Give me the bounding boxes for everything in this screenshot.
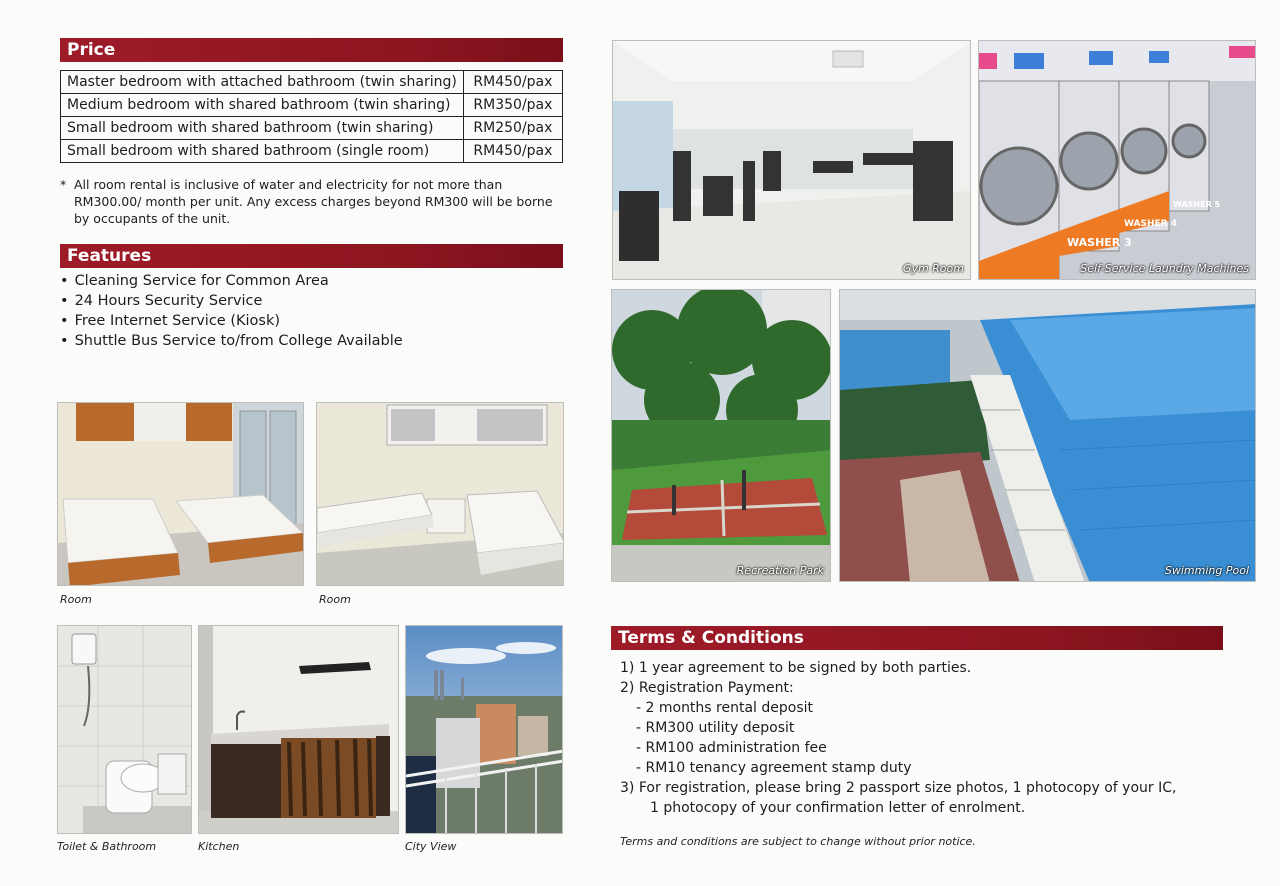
terms-line: - RM300 utility deposit: [636, 720, 795, 736]
city-view-photo: [405, 625, 563, 834]
terms-heading: Terms & Conditions: [611, 626, 1223, 650]
gym-caption: Gym Room: [902, 262, 964, 275]
room-illustration: [58, 403, 304, 586]
price-note: [60, 176, 570, 227]
room-illustration: [317, 403, 564, 586]
list-item: • Shuttle Bus Service to/from College Available: [60, 331, 403, 351]
park-illustration: [612, 290, 831, 582]
park-caption: Recreation Park: [736, 564, 824, 577]
toilet-illustration: [58, 626, 192, 834]
washer-label: WASHER 5: [1173, 200, 1221, 209]
room-caption: Room: [319, 593, 351, 606]
kitchen-photo: [198, 625, 399, 834]
list-item: • 24 Hours Security Service: [60, 291, 403, 311]
pool-caption: Swimming Pool: [1164, 564, 1249, 577]
gym-photo: [612, 40, 971, 280]
price-heading: Price: [60, 38, 563, 62]
swimming-pool-photo: [839, 289, 1256, 582]
washer-label: WASHER 4: [1124, 219, 1177, 229]
pool-illustration: [840, 290, 1256, 582]
features-heading: Features: [60, 244, 563, 268]
room-type: Small bedroom with shared bathroom (twin sharing): [61, 117, 464, 140]
room-photo: [316, 402, 564, 586]
room-price: RM250/pax: [463, 117, 562, 140]
room-price: RM350/pax: [463, 94, 562, 117]
toilet-photo: [57, 625, 192, 834]
room-type: Medium bedroom with shared bathroom (twin sharing): [61, 94, 464, 117]
room-price: RM450/pax: [463, 71, 562, 94]
room-price: RM450/pax: [463, 140, 562, 163]
table-row: [61, 117, 563, 140]
terms-line: 1 photocopy of your confirmation letter of enrolment.: [650, 800, 1026, 816]
features-list: [60, 271, 403, 351]
table-row: [61, 94, 563, 117]
gym-illustration: [613, 41, 971, 280]
laundry-illustration: [979, 41, 1256, 280]
table-row: [61, 140, 563, 163]
kitchen-caption: Kitchen: [198, 840, 240, 853]
laundry-photo: [978, 40, 1256, 280]
recreation-park-photo: [611, 289, 831, 582]
washer-label: WASHER 3: [1067, 236, 1132, 249]
room-type: Small bedroom with shared bathroom (single room): [61, 140, 464, 163]
terms-line: - RM100 administration fee: [636, 740, 827, 756]
terms-line: 1) 1 year agreement to be signed by both parties.: [620, 660, 972, 676]
list-item: • Cleaning Service for Common Area: [60, 271, 403, 291]
room-photo: [57, 402, 304, 586]
terms-line: - 2 months rental deposit: [636, 700, 814, 716]
price-table: [60, 70, 563, 163]
room-caption: Room: [60, 593, 92, 606]
note-text: All room rental is inclusive of water and electricity for not more than RM300.00/ month per unit. Any excess charges beyond RM300 will be borne by occupants of the unit.: [74, 177, 553, 226]
city-illustration: [406, 626, 563, 834]
terms-line: - RM10 tenancy agreement stamp duty: [636, 760, 912, 776]
list-item: • Free Internet Service (Kiosk): [60, 311, 403, 331]
kitchen-illustration: [199, 626, 399, 834]
room-type: Master bedroom with attached bathroom (twin sharing): [61, 71, 464, 94]
terms-list: [620, 658, 1176, 818]
terms-line: 2) Registration Payment:: [620, 680, 794, 696]
city-view-caption: City View: [405, 840, 457, 853]
terms-disclaimer: Terms and conditions are subject to change without prior notice.: [620, 835, 976, 848]
terms-line: 3) For registration, please bring 2 passport size photos, 1 photocopy of your IC,: [620, 780, 1177, 796]
laundry-caption: Self-Service Laundry Machines: [1080, 262, 1249, 275]
toilet-caption: Toilet & Bathroom: [57, 840, 157, 853]
table-row: [61, 71, 563, 94]
note-asterisk: *: [60, 177, 67, 192]
